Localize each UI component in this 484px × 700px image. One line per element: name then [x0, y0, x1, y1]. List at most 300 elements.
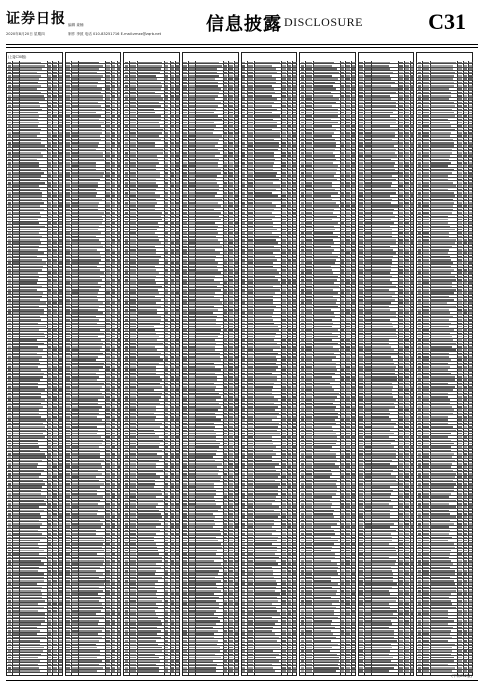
- cell-text-line: [47, 172, 51, 174]
- cell-text-line: [111, 493, 115, 495]
- cell-text-line: [8, 252, 11, 254]
- cell-text-line: [79, 119, 100, 121]
- cell-text-line: [111, 92, 115, 94]
- cell-text-line: [8, 647, 11, 649]
- cell-text-line: [117, 369, 121, 371]
- cell-text-line: [8, 115, 11, 117]
- cell-text-line: [20, 192, 42, 194]
- cell-text-line: [53, 657, 57, 659]
- cell-text-line: [20, 577, 44, 579]
- cell-text-line: [59, 480, 63, 482]
- cell-text-line: [8, 580, 11, 582]
- cell-text-line: [66, 282, 69, 284]
- cell-text-line: [47, 132, 51, 134]
- cell-text-line: [20, 657, 38, 659]
- cell-text-line: [66, 192, 69, 194]
- cell-text-line: [20, 623, 41, 625]
- cell-text-line: [59, 309, 63, 311]
- cell-text-line: [8, 623, 11, 625]
- cell-text-line: [66, 132, 69, 134]
- cell-text-line: [79, 446, 100, 448]
- cell-text-line: [111, 236, 115, 238]
- cell-text-line: [8, 369, 11, 371]
- cell-text-line: [79, 296, 98, 298]
- cell-text-line: [47, 537, 51, 539]
- cell-text-line: [47, 593, 51, 595]
- cell-text-line: [117, 112, 121, 114]
- cell-text-line: [20, 537, 46, 539]
- cell-text-line: [66, 309, 69, 311]
- cell-text-line: [47, 590, 51, 592]
- cell-text-line: [47, 369, 51, 371]
- cell-text-line: [59, 356, 63, 358]
- cell-text-line: [66, 446, 69, 448]
- cell-text-line: [13, 640, 19, 642]
- cell-text-line: [117, 85, 121, 87]
- cell-text-line: [53, 122, 57, 124]
- cell-text-line: [59, 416, 63, 418]
- cell-text-line: [106, 129, 110, 131]
- cell-text-line: [106, 259, 110, 261]
- cell-text-line: [53, 620, 57, 622]
- cell-text-line: [59, 670, 63, 672]
- cell-text-line: [66, 486, 69, 488]
- cell-text-line: [106, 246, 110, 248]
- cell-text-line: [8, 403, 11, 405]
- cell-text-line: [13, 500, 19, 502]
- cell-text-line: [111, 366, 115, 368]
- cell-text-line: [111, 112, 115, 114]
- cell-text-line: [79, 102, 98, 104]
- cell-text-line: [8, 309, 11, 311]
- cell-text-line: [71, 88, 77, 90]
- cell-text-line: [59, 359, 63, 361]
- cell-text-line: [13, 603, 19, 605]
- cell-text-line: [117, 95, 121, 97]
- cell-text-line: [13, 286, 19, 288]
- cell-text-line: [106, 165, 110, 167]
- contact-line: 制作 李波 电话 010-83251716 E-mail:zmzx@zqrb.net: [68, 32, 161, 36]
- cell-text-line: [13, 460, 19, 462]
- cell-text-line: [20, 476, 39, 478]
- cell-text-line: [106, 456, 110, 458]
- cell-text-line: [53, 169, 57, 171]
- cell-text-line: [71, 132, 77, 134]
- cell-text-line: [53, 369, 57, 371]
- cell-text-line: [47, 583, 51, 585]
- cell-text-line: [13, 259, 19, 261]
- cell-text-line: [20, 430, 46, 432]
- cell-text-line: [59, 222, 63, 224]
- cell-text-line: [53, 229, 57, 231]
- cell-text-line: [117, 473, 121, 475]
- cell-text-line: [79, 226, 99, 228]
- cell-text-line: [117, 75, 121, 77]
- cell-text-line: [106, 219, 110, 221]
- cell-text-line: [111, 72, 115, 74]
- cell-text-line: [117, 306, 121, 308]
- cell-text-line: [47, 660, 51, 662]
- cell-text-line: [106, 399, 110, 401]
- cell-text-line: [117, 189, 121, 191]
- page-number: C31: [428, 9, 466, 35]
- cell-text-line: [47, 98, 51, 100]
- cell-text-line: [71, 343, 77, 345]
- cell-text-line: [106, 68, 110, 70]
- cell-text-line: [66, 219, 69, 221]
- cell-text-line: [106, 553, 110, 555]
- cell-text-line: [71, 152, 77, 154]
- cell-text-line: [13, 226, 19, 228]
- cell-text-line: [8, 446, 11, 448]
- cell-text-line: [66, 195, 69, 197]
- cell-text-line: [8, 416, 11, 418]
- cell-text-line: [71, 470, 77, 472]
- cell-text-line: [111, 356, 115, 358]
- cell-text-line: [79, 557, 104, 559]
- cell-text-line: [59, 537, 63, 539]
- cell-text-line: [117, 149, 121, 151]
- cell-text-line: [106, 82, 110, 84]
- cell-text-line: [13, 189, 19, 191]
- cell-text-line: [53, 165, 57, 167]
- cell-text-line: [59, 577, 63, 579]
- cell-text-line: [79, 353, 104, 355]
- cell-text-line: [53, 179, 57, 181]
- cell-text-line: [53, 630, 57, 632]
- cell-text-line: [20, 216, 41, 218]
- cell-text-line: [53, 597, 57, 599]
- cell-text-line: [47, 657, 51, 659]
- cell-text-line: [8, 610, 11, 612]
- cell-text-line: [117, 493, 121, 495]
- cell-text-line: [111, 239, 115, 241]
- cell-text-line: [13, 563, 19, 565]
- cell-text-line: [59, 336, 63, 338]
- header-rule: [6, 44, 478, 45]
- cell-text-line: [71, 195, 77, 197]
- cell-text-line: [66, 356, 69, 358]
- cell-text-line: [8, 209, 11, 211]
- cell-text-line: [66, 312, 69, 314]
- cell-text-line: [13, 266, 19, 268]
- cell-text-line: [111, 540, 115, 542]
- cell-text-line: [111, 353, 115, 355]
- cell-text-line: [71, 125, 77, 127]
- cell-text-line: [111, 306, 115, 308]
- cell-text-line: [13, 212, 19, 214]
- cell-text-line: [47, 323, 51, 325]
- cell-text-line: [47, 282, 51, 284]
- cell-text-line: [59, 202, 63, 204]
- cell-text-line: [111, 363, 115, 365]
- cell-text-line: [71, 122, 77, 124]
- cell-text-line: [71, 259, 77, 261]
- cell-text-line: [13, 543, 19, 545]
- cell-text-line: [13, 165, 19, 167]
- cell-text-line: [13, 493, 19, 495]
- cell-text-line: [20, 272, 38, 274]
- cell-text-line: [66, 98, 69, 100]
- cell-text-line: [13, 95, 19, 97]
- cell-text-line: [8, 460, 11, 462]
- cell-text-line: [79, 82, 98, 84]
- cell-text-line: [59, 219, 63, 221]
- cell-text-line: [79, 229, 98, 231]
- cell-text-line: [117, 142, 121, 144]
- editor-credit: 编辑 姜楠: [68, 23, 84, 27]
- cell-text-line: [106, 409, 110, 411]
- cell-text-line: [8, 316, 11, 318]
- cell-text-line: [71, 219, 77, 221]
- cell-text-line: [117, 403, 121, 405]
- cell-text-line: [8, 212, 11, 214]
- cell-text-line: [79, 450, 100, 452]
- cell-text-line: [20, 326, 46, 328]
- cell-text-line: [79, 513, 98, 515]
- cell-text-line: [111, 199, 115, 201]
- cell-text-line: [13, 627, 19, 629]
- cell-text-line: [13, 185, 19, 187]
- cell-text-line: [59, 490, 63, 492]
- cell-text-line: [59, 409, 63, 411]
- cell-text-line: [117, 88, 121, 90]
- cell-text-line: [117, 526, 121, 528]
- cell-text-line: [59, 259, 63, 261]
- cell-text-line: [20, 607, 44, 609]
- cell-text-line: [66, 403, 69, 405]
- cell-text-line: [79, 349, 100, 351]
- cell-text-line: [47, 232, 51, 234]
- cell-text-line: [20, 543, 38, 545]
- cell-text-line: [53, 249, 57, 251]
- cell-text-line: [66, 419, 69, 421]
- cell-text-line: [79, 109, 103, 111]
- cell-text-line: [111, 436, 115, 438]
- cell-text-line: [111, 142, 115, 144]
- cell-text-line: [13, 470, 19, 472]
- cell-text-line: [117, 242, 121, 244]
- cell-text-line: [117, 125, 121, 127]
- cell-text-line: [53, 78, 57, 80]
- cell-text-line: [47, 209, 51, 211]
- cell-text-line: [106, 302, 110, 304]
- cell-text-line: [59, 68, 63, 70]
- cell-text-line: [106, 430, 110, 432]
- cell-text-line: [111, 88, 115, 90]
- cell-text-line: [53, 633, 57, 635]
- cell-text-line: [111, 165, 115, 167]
- cell-text-line: [79, 195, 97, 197]
- cell-text-line: [20, 389, 45, 391]
- cell-text-line: [66, 145, 69, 147]
- cell-text-line: [59, 553, 63, 555]
- cell-text-line: [53, 406, 57, 408]
- cell-text-line: [117, 363, 121, 365]
- cell-text-line: [47, 443, 51, 445]
- table-row: [7, 670, 62, 673]
- cell-text-line: [47, 272, 51, 274]
- cell-text-line: [20, 212, 40, 214]
- cell-text-line: [8, 476, 11, 478]
- cell-text-line: [117, 547, 121, 549]
- cell-text-line: [13, 312, 19, 314]
- cell-text-line: [13, 302, 19, 304]
- cell-text-line: [13, 409, 19, 411]
- cell-text-line: [71, 62, 77, 64]
- cell-text-line: [53, 637, 57, 639]
- cell-text-line: [106, 530, 110, 532]
- cell-text-line: [117, 349, 121, 351]
- cell-text-line: [59, 396, 63, 398]
- cell-text-line: [117, 416, 121, 418]
- cell-text-line: [71, 526, 77, 528]
- cell-text-line: [106, 269, 110, 271]
- cell-text-line: [79, 483, 105, 485]
- cell-text-line: [20, 590, 41, 592]
- cell-text-line: [47, 600, 51, 602]
- cell-text-line: [59, 587, 63, 589]
- cell-text-line: [59, 650, 63, 652]
- cell-text-line: [47, 547, 51, 549]
- cell-text-line: [71, 356, 77, 358]
- cell-text-line: [106, 279, 110, 281]
- cell-text-line: [20, 229, 40, 231]
- cell-text-line: [59, 175, 63, 177]
- cell-text-line: [79, 276, 101, 278]
- cell-text-line: [111, 316, 115, 318]
- cell-text-line: [59, 583, 63, 585]
- cell-text-line: [47, 159, 51, 161]
- cell-text-line: [47, 139, 51, 141]
- cell-text-line: [53, 443, 57, 445]
- section-title: 信息披露: [206, 10, 282, 36]
- cell-text-line: [71, 510, 77, 512]
- cell-text-line: [13, 597, 19, 599]
- cell-text-line: [71, 436, 77, 438]
- cell-text-line: [117, 503, 121, 505]
- cell-text-line: [66, 560, 69, 562]
- cell-text-line: [8, 600, 11, 602]
- cell-text-line: [20, 169, 41, 171]
- cell-text-line: [117, 266, 121, 268]
- cell-text-line: [79, 105, 102, 107]
- cell-text-line: [59, 647, 63, 649]
- cell-text-line: [47, 162, 51, 164]
- cell-text-line: [66, 276, 69, 278]
- cell-text-line: [59, 85, 63, 87]
- cell-text-line: [71, 75, 77, 77]
- cell-text-line: [47, 610, 51, 612]
- cell-text-line: [53, 640, 57, 642]
- cell-text-line: [111, 222, 115, 224]
- cell-text-line: [71, 199, 77, 201]
- cell-text-line: [47, 102, 51, 104]
- cell-text-line: [111, 216, 115, 218]
- cell-text-line: [53, 349, 57, 351]
- cell-text-line: [117, 272, 121, 274]
- cell-text-line: [20, 149, 46, 151]
- cell-text-line: [8, 613, 11, 615]
- cell-text-line: [66, 399, 69, 401]
- cell-text-line: [13, 446, 19, 448]
- cell-text-line: [20, 179, 40, 181]
- cell-text-line: [66, 236, 69, 238]
- cell-text-line: [20, 266, 43, 268]
- disclosure-table-area: [6, 52, 473, 676]
- cell-text-line: [8, 573, 11, 575]
- cell-text-line: [59, 483, 63, 485]
- cell-text-line: [111, 349, 115, 351]
- cell-text-line: [8, 537, 11, 539]
- cell-text-line: [8, 65, 11, 67]
- cell-text-line: [66, 503, 69, 505]
- cell-text-line: [79, 149, 96, 151]
- cell-text-line: [111, 152, 115, 154]
- cell-text-line: [13, 119, 19, 121]
- cell-text-line: [117, 122, 121, 124]
- cell-text-line: [79, 366, 103, 368]
- cell-text-line: [53, 82, 57, 84]
- cell-text-line: [71, 139, 77, 141]
- cell-text-line: [47, 476, 51, 478]
- cell-text-line: [59, 476, 63, 478]
- cell-text-line: [66, 470, 69, 472]
- cell-text-line: [71, 102, 77, 104]
- cell-text-line: [111, 195, 115, 197]
- cell-text-line: [79, 560, 105, 562]
- cell-text-line: [79, 473, 103, 475]
- cell-text-line: [66, 249, 69, 251]
- cell-text-line: [79, 326, 105, 328]
- cell-text-line: [117, 440, 121, 442]
- cell-text-line: [59, 660, 63, 662]
- cell-text-line: [8, 159, 11, 161]
- cell-text-line: [47, 463, 51, 465]
- cell-text-line: [59, 112, 63, 114]
- cell-text-line: [20, 105, 40, 107]
- cell-text-line: [66, 292, 69, 294]
- cell-text-line: [106, 359, 110, 361]
- cell-text-line: [8, 339, 11, 341]
- issue-date: 2020年8月20日 星期四: [6, 32, 45, 36]
- cell-text-line: [66, 480, 69, 482]
- cell-text-line: [8, 359, 11, 361]
- cell-text-line: [53, 296, 57, 298]
- cell-text-line: [111, 463, 115, 465]
- cell-text-line: [8, 78, 11, 80]
- cell-text-line: [117, 490, 121, 492]
- cell-text-line: [117, 62, 121, 64]
- cell-text-line: [8, 169, 11, 171]
- cell-text-line: [47, 490, 51, 492]
- cell-text-line: [106, 463, 110, 465]
- cell-text-line: [79, 396, 104, 398]
- cell-text-line: [20, 195, 42, 197]
- cell-text-line: [13, 135, 19, 137]
- cell-text-line: [106, 232, 110, 234]
- cell-text-line: [117, 102, 121, 104]
- cell-text-line: [79, 486, 100, 488]
- cell-text-line: [66, 216, 69, 218]
- cell-text-line: [13, 363, 19, 365]
- cell-text-line: [71, 92, 77, 94]
- cell-text-line: [66, 88, 69, 90]
- cell-text-line: [13, 199, 19, 201]
- cell-text-line: [111, 553, 115, 555]
- cell-text-line: [13, 593, 19, 595]
- cell-text-line: [79, 262, 99, 264]
